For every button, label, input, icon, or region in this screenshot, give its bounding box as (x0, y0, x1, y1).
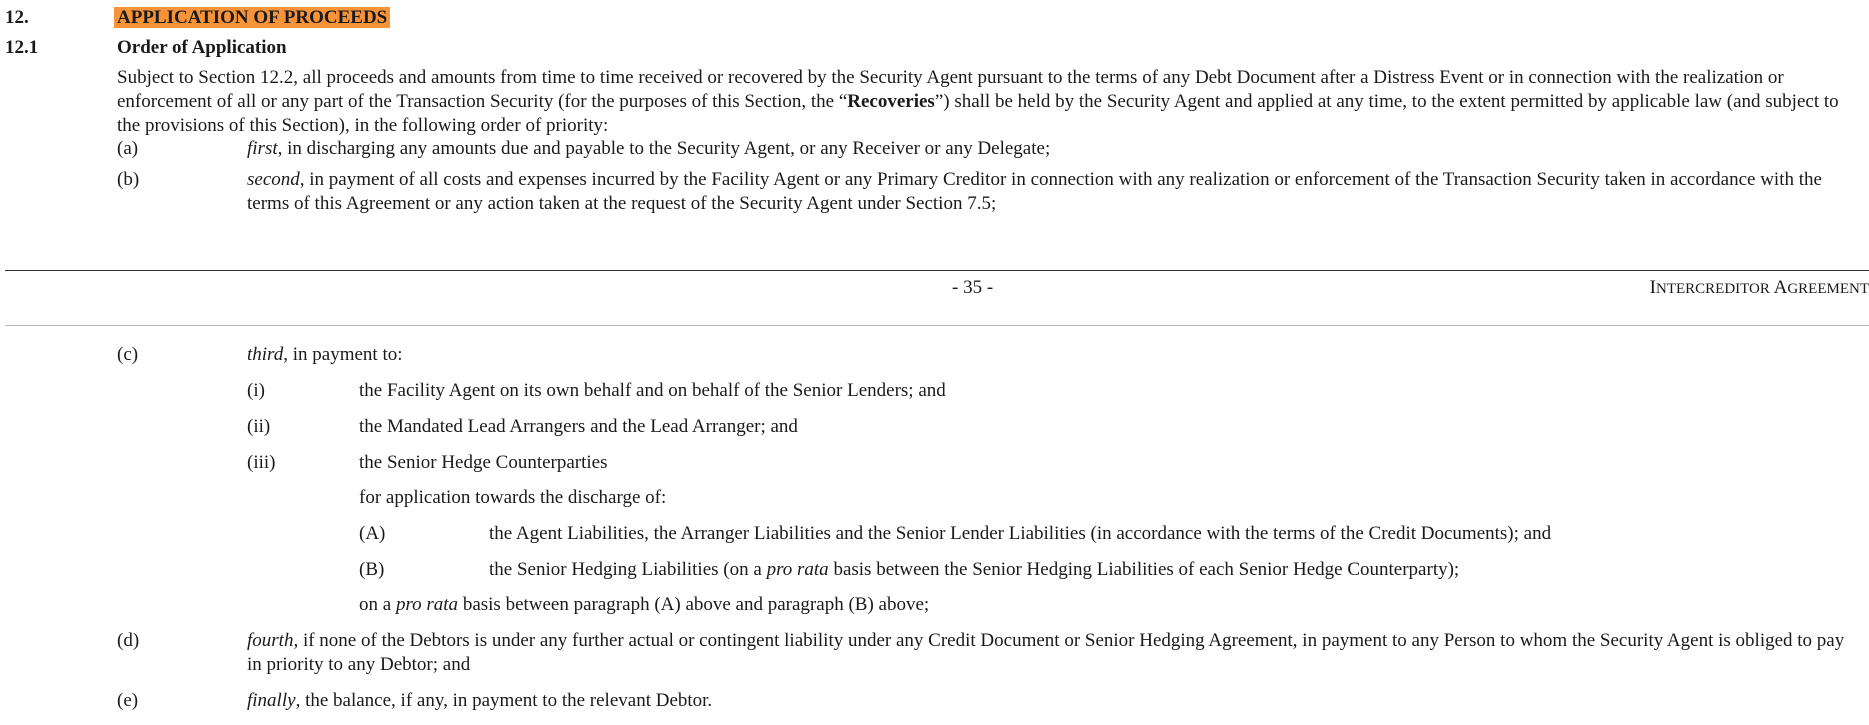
item-b-body: , in payment of all costs and expenses incurred by the Facility Agent or any Primary Creditor in connection with any realization or enforcement of the Transaction Security taken in accordance with the terms of this Agreement or any action taken at the request of the Security Agent under Section 7.5; (247, 169, 1822, 214)
page-separator (5, 325, 1869, 326)
subitem-iii-text: the Senior Hedge Counterparties (359, 452, 608, 473)
subitem-iii-label: (iii) (247, 452, 276, 473)
footer-small-caps-2: GREEMENT (1787, 281, 1869, 297)
subitem-A-text: the Agent Liabilities, the Arranger Liabilities and the Senior Lender Liabilities (in accordance with the terms of the Credit Documents); and (489, 523, 1552, 544)
footer-cap-a: A (1773, 277, 1788, 298)
item-c-label: (c) (117, 344, 139, 365)
defined-term-recoveries: Recoveries (847, 91, 935, 112)
intro-paragraph (117, 66, 1852, 138)
page-number: - 35 - (952, 277, 994, 298)
closing-text-end: basis between paragraph (A) above and paragraph (B) above; (458, 594, 930, 615)
item-b-text (247, 168, 1852, 216)
intro-text-start: Subject to Section 12.2, all proceeds and amounts from time to time received or recovered by the Security Agent pursuant to the terms of any Debt Document after a Distress Event or in connection with the realization or enforcement of all or any part of the Transaction Security (for the purposes of this Section, the “ (117, 67, 1784, 112)
subitem-B-text-end: basis between the Senior Hedging Liabilities of each Senior Hedge Counterparty); (828, 559, 1460, 580)
item-c-ordinal: third (247, 344, 284, 365)
item-d-label: (d) (117, 630, 140, 651)
subitem-A-label: (A) (359, 523, 386, 544)
intro-text-end: ”) shall be held by the Security Agent and applied at any time, to the extent permitted by applicable law (and subject to the provisions of this Section), in the following order of priority: (117, 91, 1839, 136)
subitem-ii-text: the Mandated Lead Arrangers and the Lead Arranger; and (359, 416, 798, 437)
subitem-i-label: (i) (247, 380, 265, 401)
subitem-i-text: the Facility Agent on its own behalf and on behalf of the Senior Lenders; and (359, 380, 946, 401)
document-title-footer (1650, 276, 1869, 301)
subitem-B-text (489, 558, 1459, 582)
application-text: for application towards the discharge of: (359, 487, 667, 508)
subsection-number: 12.1 (5, 37, 39, 58)
subitem-B-text-start: the Senior Hedging Liabilities (on a (489, 559, 767, 580)
footer-small-caps-1: NTERCREDITOR (1655, 281, 1770, 297)
section-title-highlight: APPLICATION OF PROCEEDS (114, 7, 390, 28)
item-b-ordinal: second (247, 169, 300, 190)
footer-rule (5, 270, 1869, 271)
item-e-label: (e) (117, 690, 139, 711)
subitem-ii-label: (ii) (247, 416, 271, 437)
item-b-label: (b) (117, 169, 140, 190)
subsection-title: Order of Application (117, 37, 287, 58)
item-e-text (247, 689, 712, 713)
item-c-body: , in payment to: (283, 344, 403, 365)
item-a-label: (a) (117, 138, 139, 159)
footer-cap-i: I (1649, 277, 1656, 298)
item-d-ordinal: fourth, (247, 630, 299, 651)
item-a-text (247, 137, 1852, 161)
item-c-text (247, 343, 403, 367)
closing-text-start: on a (359, 594, 396, 615)
subitem-B-label: (B) (359, 559, 385, 580)
item-a-ordinal: first (247, 138, 278, 159)
closing-pro-rata: pro rata (395, 594, 459, 615)
item-e-body: , the balance, if any, in payment to the relevant Debtor. (295, 690, 713, 711)
subitem-B-pro-rata: pro rata (766, 559, 829, 580)
pro-rata-closing (359, 593, 929, 617)
item-d-text (247, 629, 1852, 677)
section-number: 12. (5, 7, 29, 28)
item-e-ordinal: finally (247, 690, 296, 711)
item-a-body: , in discharging any amounts due and payable to the Security Agent, or any Receiver or any Delegate; (277, 138, 1051, 159)
item-d-body: if none of the Debtors is under any further actual or contingent liability under any Credit Document or Senior Hedging Agreement, in payment to any Person to whom the Security Agent is obliged to pay in priority to any Debtor; and (247, 630, 1845, 675)
section-title (117, 6, 390, 30)
